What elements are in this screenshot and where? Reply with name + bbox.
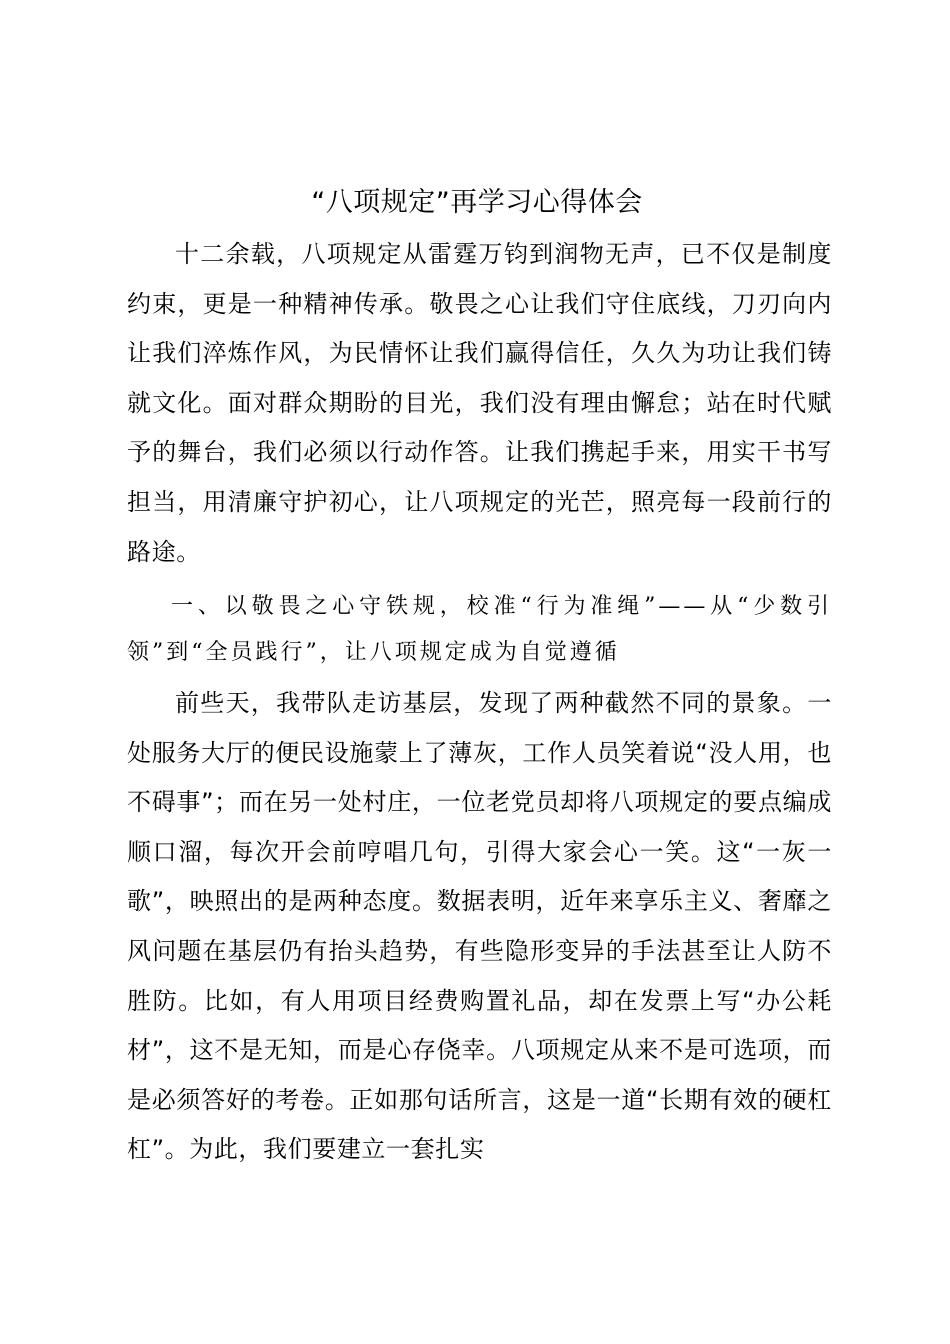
document-title: “八项规定”再学习心得体会 [311, 187, 643, 218]
section-heading-1: 一、以敬畏之心守铁规，校准“行为准绳”——从“少数引领”到“全员践行”，让八项规定成为自觉遵循 [127, 594, 832, 665]
section-1-paragraph: 前些天，我带队走访基层，发现了两种截然不同的景象。一处服务大厅的便民设施蒙上了薄灰，工作人员笑着说“没人用，也不碍事”；而在另一处村庄，一位老党员却将八项规定的要点编成顺口溜，每次开会前哼唱几句，引得大家会心一笑。这“一灰一歌”，映照出的是两种态度。数据表明，近年来享乐主义、奢靡之风问题在基层仍有抬头趋势，有些隐形变异的手法甚至让人防不胜防。比如，有人用项目经费购置礼品，却在发票上写“办公耗材”，这不是无知，而是心存侥幸。八项规定从来不是可选项，而是必须答好的考卷。正如那句话所言，这是一道“长期有效的硬杠杠”。为此，我们要建立一套扎实 [127, 689, 832, 1164]
intro-paragraph: 十二余载，八项规定从雷霆万钧到润物无声，已不仅是制度约束，更是一种精神传承。敬畏之心让我们守住底线，刀刃向内让我们淬炼作风，为民情怀让我们赢得信任，久久为功让我们铸就文化。面对群众期盼的目光，我们没有理由懈怠；站在时代赋予的舞台，我们必须以行动作答。让我们携起手来，用实干书写担当，用清廉守护初心，让八项规定的光芒，照亮每一段前行的路途。 [127, 240, 832, 566]
